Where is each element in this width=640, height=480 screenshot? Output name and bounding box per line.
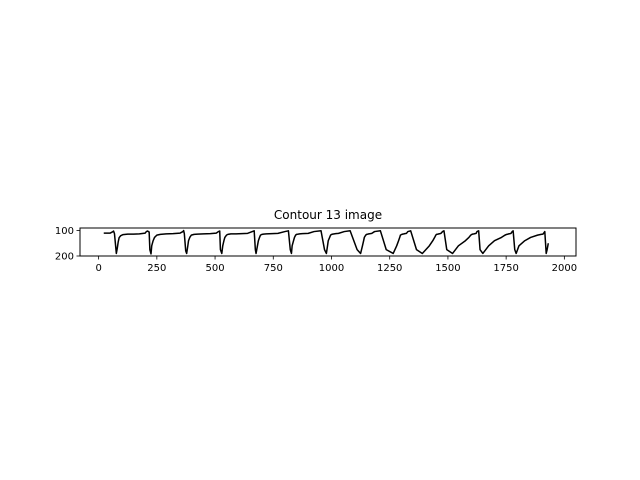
x-tick-label: 750 <box>263 263 283 274</box>
x-tick-label: 1500 <box>435 263 461 274</box>
x-tick-label: 2000 <box>551 263 578 274</box>
x-tick-label: 0 <box>95 263 102 274</box>
y-tick-label: 100 <box>54 226 74 238</box>
chart-title: Contour 13 image <box>273 208 383 222</box>
y-tick-label: 200 <box>54 251 74 263</box>
x-tick-label: 250 <box>147 263 167 274</box>
x-tick-label: 1750 <box>493 263 519 274</box>
x-tick-label: 1000 <box>318 263 345 274</box>
x-tick-label: 1250 <box>376 263 403 274</box>
x-tick-label: 500 <box>205 263 225 274</box>
